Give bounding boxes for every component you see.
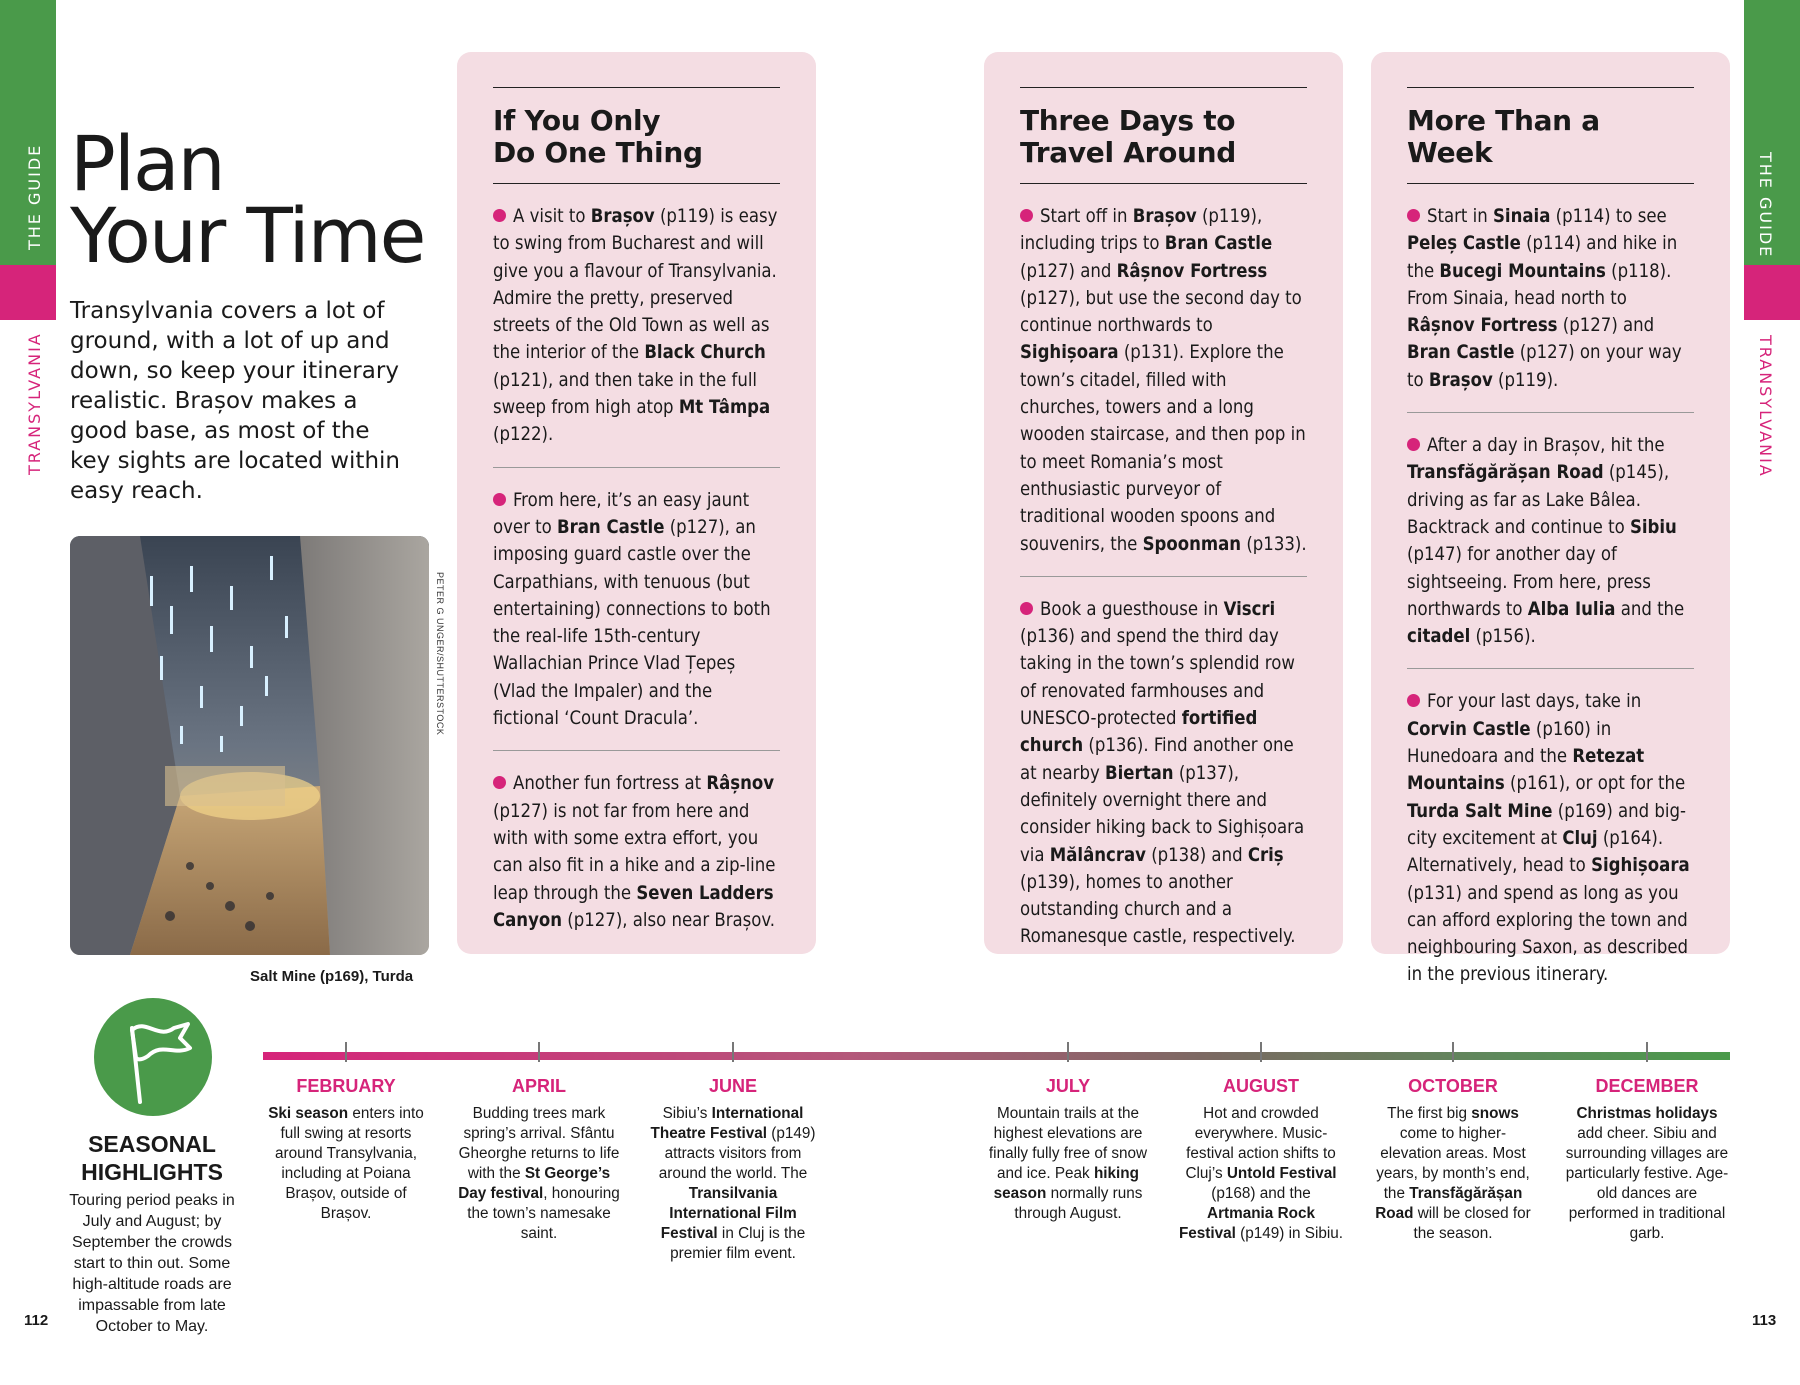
card-items [493, 184, 780, 952]
month-description [456, 1104, 622, 1244]
card-heading-line: Do One Thing [493, 136, 703, 169]
body-text: (p122). [493, 424, 554, 446]
body-text: (p127) and [1020, 260, 1117, 282]
body-text: (p127) and [1557, 315, 1655, 337]
timeline-tick [1452, 1042, 1454, 1062]
body-text: (p127), also near Brașov. [562, 909, 776, 931]
highlight-text: Transfăgărășan Road [1375, 1185, 1523, 1222]
card-heading-line: More Than a Week [1407, 104, 1600, 169]
highlight-text: Bran Castle [557, 516, 665, 538]
body-text: (p160) in Hunedoara and the [1407, 718, 1612, 768]
page-title-line2: Your Time [70, 191, 425, 280]
itinerary-card-three-days [984, 52, 1343, 954]
photo-caption: Salt Mine (p169), Turda [250, 968, 414, 985]
body-text: (p168) and the [1211, 1185, 1311, 1202]
highlight-text: Mălâncrav [1049, 844, 1146, 866]
intro-text: Transylvania covers a lot of ground, with a lot of up and down, so keep your itinerary realistic. Brașov makes a good base, as most of the key sights are located within easy reach. [70, 298, 400, 504]
highlight-text: Peleș Castle [1407, 233, 1521, 255]
body-text: Book a guesthouse in [1040, 598, 1224, 620]
page-title-line1: Plan [70, 119, 224, 208]
bullet-icon [1407, 209, 1420, 222]
body-text: (p131) and spend as long as you can afford exploring the town and neighbouring Saxon, as described in the previous itinerary. [1407, 882, 1689, 986]
highlight-text: Christmas holidays [1576, 1105, 1718, 1122]
body-text: (p121), and then take in the full sweep from high atop [493, 369, 758, 419]
highlight-text: Criș [1247, 844, 1284, 866]
highlight-text: Brașov [1132, 206, 1197, 227]
highlight-text: Bran Castle [1407, 342, 1515, 364]
highlight-text: Sinaia [1493, 206, 1551, 227]
body-text: A visit to [513, 206, 591, 227]
highlight-text: fortified church [1020, 708, 1258, 757]
body-text: After a day in Brașov, hit the [1427, 435, 1665, 457]
bullet-icon [493, 776, 506, 789]
highlight-text: Transfăgărășan Road [1407, 462, 1604, 484]
bullet-icon [1407, 438, 1420, 451]
body-text: (p114) and hike in the [1407, 233, 1678, 282]
body-text: Another fun fortress at [513, 773, 707, 795]
highlight-text: Râșnov Fortress [1116, 260, 1268, 282]
bullet-icon [493, 209, 506, 222]
body-text: Start off in [1040, 206, 1133, 227]
side-tab-pink-right [1744, 265, 1800, 320]
body-text: Budding trees mark spring’s arrival. Sfântu Gheorghe returns to life with the [458, 1105, 620, 1182]
body-text: add cheer. Sibiu and surrounding villages are particularly festive. Age-old dances are performed in traditional garb. [1565, 1125, 1729, 1242]
highlight-text: citadel [1407, 626, 1471, 648]
itinerary-card-more-than-week [1371, 52, 1730, 986]
itinerary-item [1020, 184, 1307, 577]
card-heading [493, 87, 780, 184]
body-text: normally runs through August. [1014, 1185, 1143, 1222]
card-heading [1407, 87, 1694, 184]
month-label: DECEMBER [1595, 1076, 1699, 1096]
body-text: enters into full swing at resorts around Transylvania, including at Poiana Brașov, outside of Brașov. [274, 1105, 424, 1222]
card-body [493, 87, 780, 952]
bullet-icon [1407, 694, 1420, 707]
timeline-tick [732, 1042, 734, 1062]
body-text: (p137), definitely overnight there and consider hiking back to Sighișoara via [1020, 762, 1305, 866]
body-text: (p136) and spend the third day taking in the town’s splendid row of renovated farmhouses and UNESCO-protected [1020, 626, 1295, 730]
highlight-text: Artmania Rock Festival [1178, 1205, 1315, 1242]
month-description [1178, 1104, 1344, 1244]
body-text: (p131). Explore the town’s citadel, filled with churches, towers and a long wooden staircase, and then pop in to meet Romania’s most enthusiastic purveyor of traditional wooden spoons and souvenirs, the [1020, 342, 1306, 555]
body-text: From here, it’s an easy jaunt over to [493, 489, 750, 538]
body-text: The first big [1387, 1105, 1472, 1122]
itinerary-item [1407, 669, 1694, 1006]
highlight-text: Spoonman [1142, 533, 1242, 555]
itinerary-card-one-thing [457, 52, 816, 954]
highlight-text: Brașov [1428, 369, 1493, 391]
seasonal-description: Touring period peaks in July and August; by September the crowds start to thin out. Some high-altitude roads are impassable from late October to May. [69, 1192, 235, 1335]
month-description [1564, 1104, 1730, 1244]
highlight-text: Transilvania International Film Festival [660, 1185, 797, 1242]
bullet-icon [493, 493, 506, 506]
bullet-icon [1020, 209, 1033, 222]
timeline-tick [1646, 1042, 1648, 1062]
itinerary-item [493, 468, 780, 752]
card-heading-line: Travel Around [1020, 136, 1237, 169]
body-text: (p169) and big-city excitement at [1407, 800, 1686, 849]
page-title [70, 119, 425, 280]
body-text: (p127) on your way to [1407, 342, 1682, 391]
highlight-text: Sighișoara [1591, 855, 1690, 877]
side-tab-pink-left [0, 265, 56, 320]
month-label: JULY [1045, 1076, 1091, 1096]
highlight-text: Sibiu [1629, 516, 1677, 538]
side-tab-region-label-left: TRANSYLVANIA [25, 332, 44, 475]
itinerary-item [1020, 577, 1307, 969]
body-text: Start in [1427, 206, 1494, 227]
body-text: (p139), homes to another outstanding church and a Romanesque castle, respectively. [1020, 871, 1296, 948]
highlight-text: snows [1471, 1105, 1519, 1122]
body-text: come to higher-elevation areas. Most years, by month’s end, the [1376, 1125, 1530, 1202]
body-text: and the [1615, 598, 1685, 620]
body-text: (p138) and [1145, 844, 1248, 866]
card-heading-line: Three Days to [1020, 104, 1236, 137]
highlight-text: Turda Salt Mine [1407, 800, 1553, 822]
highlight-text: Bucegi Mountains [1439, 260, 1606, 282]
month-label: AUGUST [1223, 1076, 1299, 1096]
body-text: (p161), or opt for the [1504, 773, 1686, 795]
side-tab-guide-label-right: THE GUIDE [1756, 152, 1775, 259]
highlight-text: Seven Ladders Canyon [493, 882, 774, 931]
highlight-text: hiking season [993, 1165, 1139, 1202]
card-heading-line: If You Only [493, 104, 661, 137]
highlight-text: St George’s Day festival [458, 1165, 611, 1202]
body-text: (p164). Alternatively, head to [1407, 827, 1664, 877]
itinerary-item [493, 751, 780, 952]
highlight-text: Sighișoara [1020, 342, 1119, 364]
timeline-tick [1260, 1042, 1262, 1062]
month-label: APRIL [512, 1076, 566, 1096]
body-text: Sibiu’s [662, 1105, 712, 1122]
bullet-icon [1020, 602, 1033, 615]
highlight-text: Viscri [1223, 598, 1276, 620]
highlight-text: Alba Iulia [1527, 598, 1616, 620]
highlight-text: Untold Festival [1226, 1165, 1337, 1182]
highlight-text: Cluj [1562, 827, 1598, 849]
body-text: (p149) attracts visitors from around the world. The [658, 1125, 816, 1182]
page-number-right: 113 [1752, 1312, 1777, 1329]
body-text: in Cluj is the premier film event. [670, 1225, 806, 1262]
highlight-text: Râșnov [706, 773, 775, 795]
side-tab-guide-label-left: THE GUIDE [25, 143, 44, 250]
seasonal-highlights-title [62, 1130, 242, 1186]
body-text: (p145), driving as far as Lake Bâlea. Backtrack and continue to [1407, 462, 1670, 538]
side-tab-region-label-right: TRANSYLVANIA [1756, 335, 1775, 478]
seasonal-title-line2: HIGHLIGHTS [81, 1159, 223, 1185]
month-label: JUNE [708, 1076, 757, 1096]
month-description [985, 1104, 1151, 1224]
timeline-tick [345, 1042, 347, 1062]
highlight-text: Bran Castle [1164, 233, 1273, 255]
body-text: (p133). [1241, 533, 1307, 555]
highlight-text: Râșnov Fortress [1407, 315, 1558, 337]
timeline-bar [263, 1052, 1730, 1060]
card-body [1020, 87, 1307, 969]
highlight-text: International Theatre Festival [650, 1105, 804, 1142]
highlight-text: Biertan [1105, 762, 1174, 784]
photo-credit: PETER G UNGER/SHUTTERSTOCK [435, 572, 445, 736]
highlight-text: Retezat Mountains [1407, 746, 1645, 795]
body-text: (p127) is not far from here and with with some extra effort, you can also fit in a hike and a zip-line leap through the [493, 800, 776, 904]
itinerary-item [1407, 184, 1694, 413]
seasonal-title-line1: SEASONAL [88, 1131, 216, 1157]
month-label: OCTOBER [1408, 1076, 1498, 1096]
timeline-tick [538, 1042, 540, 1062]
page-number-left: 112 [24, 1312, 49, 1329]
month-description [650, 1104, 816, 1264]
salt-mine-photo [70, 536, 429, 955]
body-text: (p114) to see [1550, 206, 1667, 227]
body-text: (p127), but use the second day to continue northwards to [1020, 287, 1302, 337]
body-text: (p149) in Sibiu. [1235, 1225, 1344, 1242]
month-description [1370, 1104, 1536, 1244]
month-label: FEBRUARY [296, 1076, 396, 1096]
card-items [1407, 184, 1694, 1007]
body-text: (p119), including trips to [1020, 206, 1263, 255]
itinerary-item [493, 184, 780, 468]
card-items [1020, 184, 1307, 969]
card-body [1407, 87, 1694, 1007]
body-text: For your last days, take in [1427, 691, 1642, 713]
body-text: (p119) is easy to swing from Bucharest and will give you a flavour of Transylvania. Admire the pretty, preserved streets of the Old Town as well as the interior of the [493, 206, 778, 364]
body-text: Hot and crowded everywhere. Music-festival action shifts to Cluj’s [1185, 1105, 1336, 1182]
timeline-tick [1067, 1042, 1069, 1062]
flag-icon [94, 998, 212, 1116]
card-heading [1020, 87, 1307, 184]
body-text: (p156). [1470, 626, 1536, 648]
highlight-text: Ski season [268, 1105, 349, 1122]
body-text: Mountain trails at the highest elevations are finally fully free of snow and ice. Peak [988, 1105, 1148, 1182]
highlight-text: Corvin Castle [1407, 718, 1531, 740]
body-text: (p119). [1492, 369, 1559, 391]
month-description [263, 1104, 429, 1224]
highlight-text: Black Church [644, 342, 766, 364]
body-text: (p136). Find another one at nearby [1020, 735, 1294, 784]
itinerary-item [1407, 413, 1694, 669]
body-text: will be closed for the season. [1413, 1205, 1531, 1242]
body-text: , honouring the town’s namesake saint. [467, 1185, 620, 1242]
body-text: (p127), an imposing guard castle over the Carpathians, with tenuous (but entertaining) connections to both the real-life 15th-century Wallachian Prince Vlad Țepeș (Vlad the Impaler) and the fictional ‘Count Dracula’. [493, 516, 771, 730]
body-text: (p147) for another day of sightseeing. From here, press northwards to [1407, 544, 1651, 620]
highlight-text: Mt Tâmpa [678, 397, 771, 419]
body-text: (p118). From Sinaia, head north to [1407, 260, 1672, 309]
highlight-text: Brașov [590, 206, 655, 227]
